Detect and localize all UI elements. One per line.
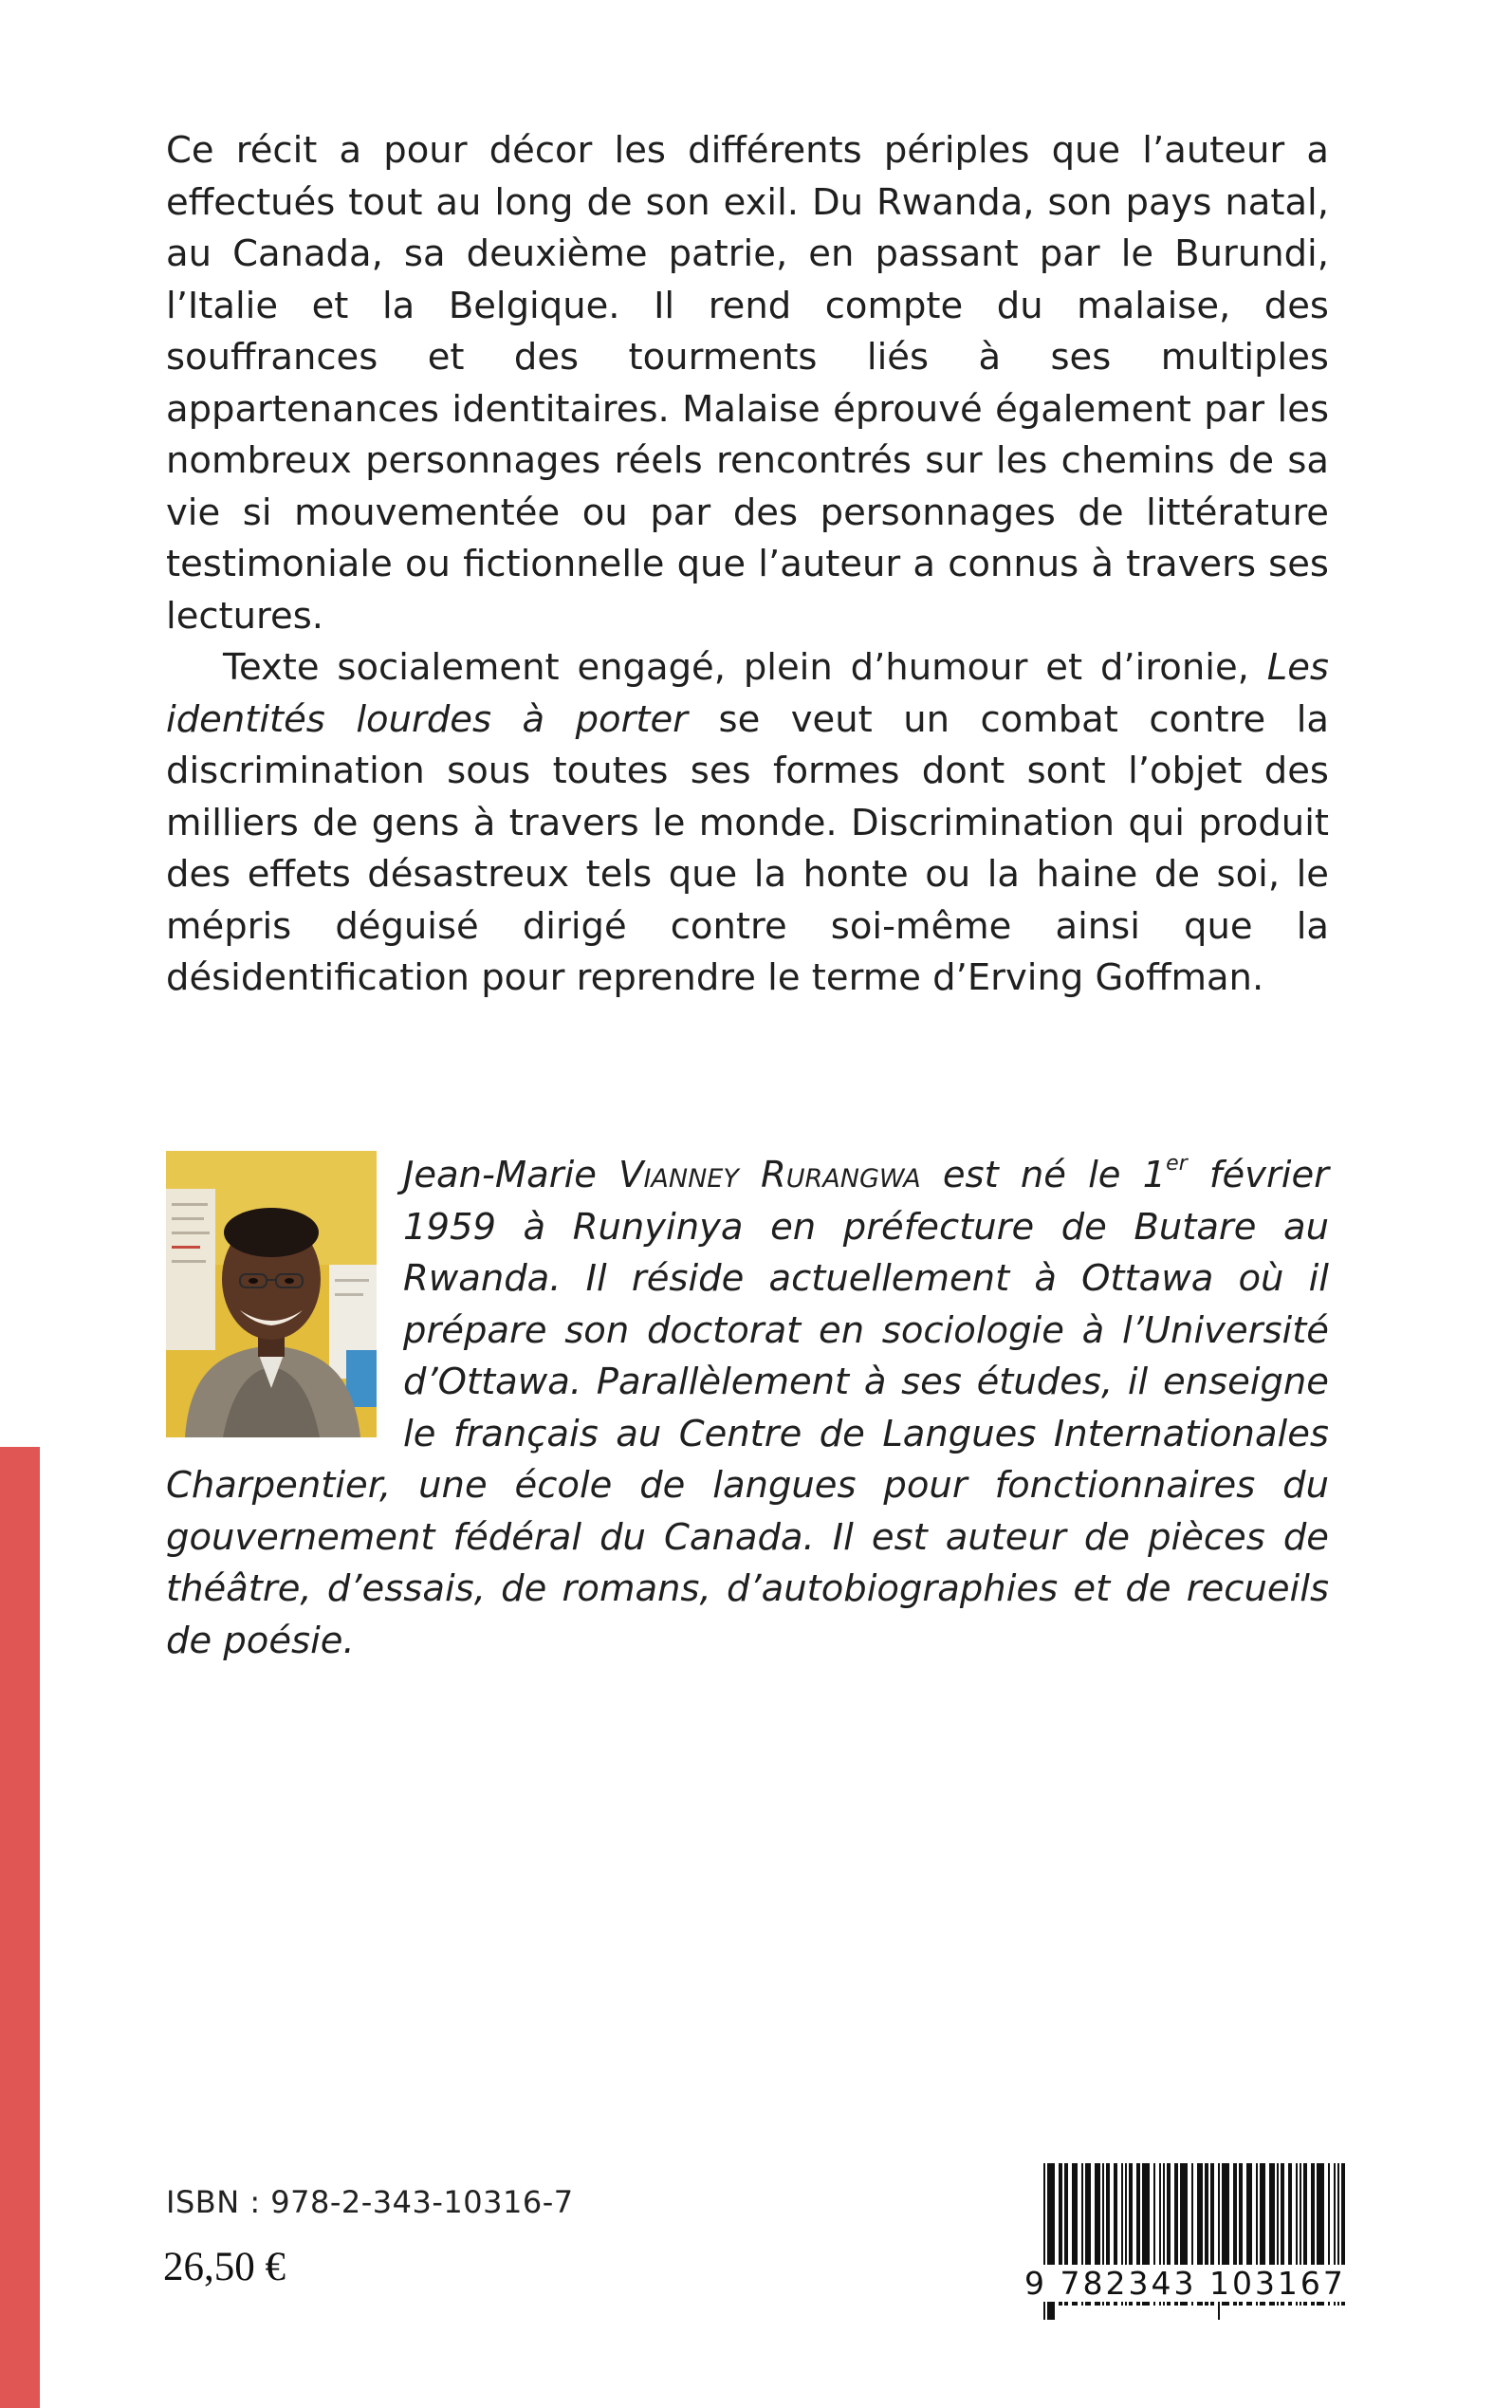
price-label: 26,50 € <box>163 2245 286 2289</box>
barcode-digits <box>1023 2265 1364 2312</box>
blurb-paragraph-2 <box>166 642 1329 1005</box>
author-last-name: Vianney Rurangwa <box>618 1154 921 1196</box>
isbn-label: ISBN : 978-2-343-10316-7 <box>166 2184 574 2220</box>
blurb-paragraph-2-rest: se veut un combat contre la discrimination sous toutes ses formes dont sont l’objet des milliers de gens à travers le monde. Discrimination qui produit des effets désastreux tels que la honte ou la haine de soi, le mépris déguisé dirigé contre soi-même ainsi que la désidentification pour reprendre le terme d’Erving Goffman. <box>166 697 1329 999</box>
bio-ordinal-suffix: er <box>1166 1152 1188 1176</box>
book-blurb <box>166 125 1329 1005</box>
author-first-name: Jean-Marie <box>403 1154 597 1196</box>
book-title: Les identités lourdes à porter <box>166 646 1329 741</box>
blurb-paragraph-1: Ce récit a pour décor les différents périples que l’auteur a effectués tout au long de son exil. Du Rwanda, son pays natal, au Canada, sa deuxième patrie, en passant par le Burundi, l’Italie et la Belgique. Il rend compte du malaise, des souffrances et des tourments liés à ses multiples appartenances identitaires. Malaise éprouvé également par les nombreux personnages réels rencontrés sur les chemins de sa vie si mouvementée ou par des personnages de littérature testimoniale ou fictionnelle que l’auteur a connus à travers ses lectures. <box>166 129 1329 638</box>
red-side-band <box>0 1447 40 2408</box>
author-portrait-image <box>166 1151 377 1437</box>
bio-text: février 1959 à Runyinya en préfecture de Butare au Rwanda. Il réside actuellement à Ottawa où il prépare son doctorat en sociologie à l’Université d’Ottawa. Parallèlement à ses études, il enseigne le français au Centre de Langues Internationales Charpentier, une école de langues pour fonctionnaires du gouvernement fédéral du Canada. Il est auteur de pièces de théâtre, d’essais, de romans, d’autobiographies et de recueils de poésie. <box>166 1154 1329 1662</box>
blurb-paragraph-2-lead: Texte socialement engagé, plein d’humour et d’ironie, <box>223 646 1249 689</box>
author-portrait <box>166 1151 377 1437</box>
bio-born-intro: est né le 1 <box>942 1154 1167 1196</box>
author-name <box>403 1154 921 1196</box>
author-biography <box>166 1150 1329 1667</box>
barcode-digits-text: 9 782343 103167 <box>1024 2265 1346 2302</box>
